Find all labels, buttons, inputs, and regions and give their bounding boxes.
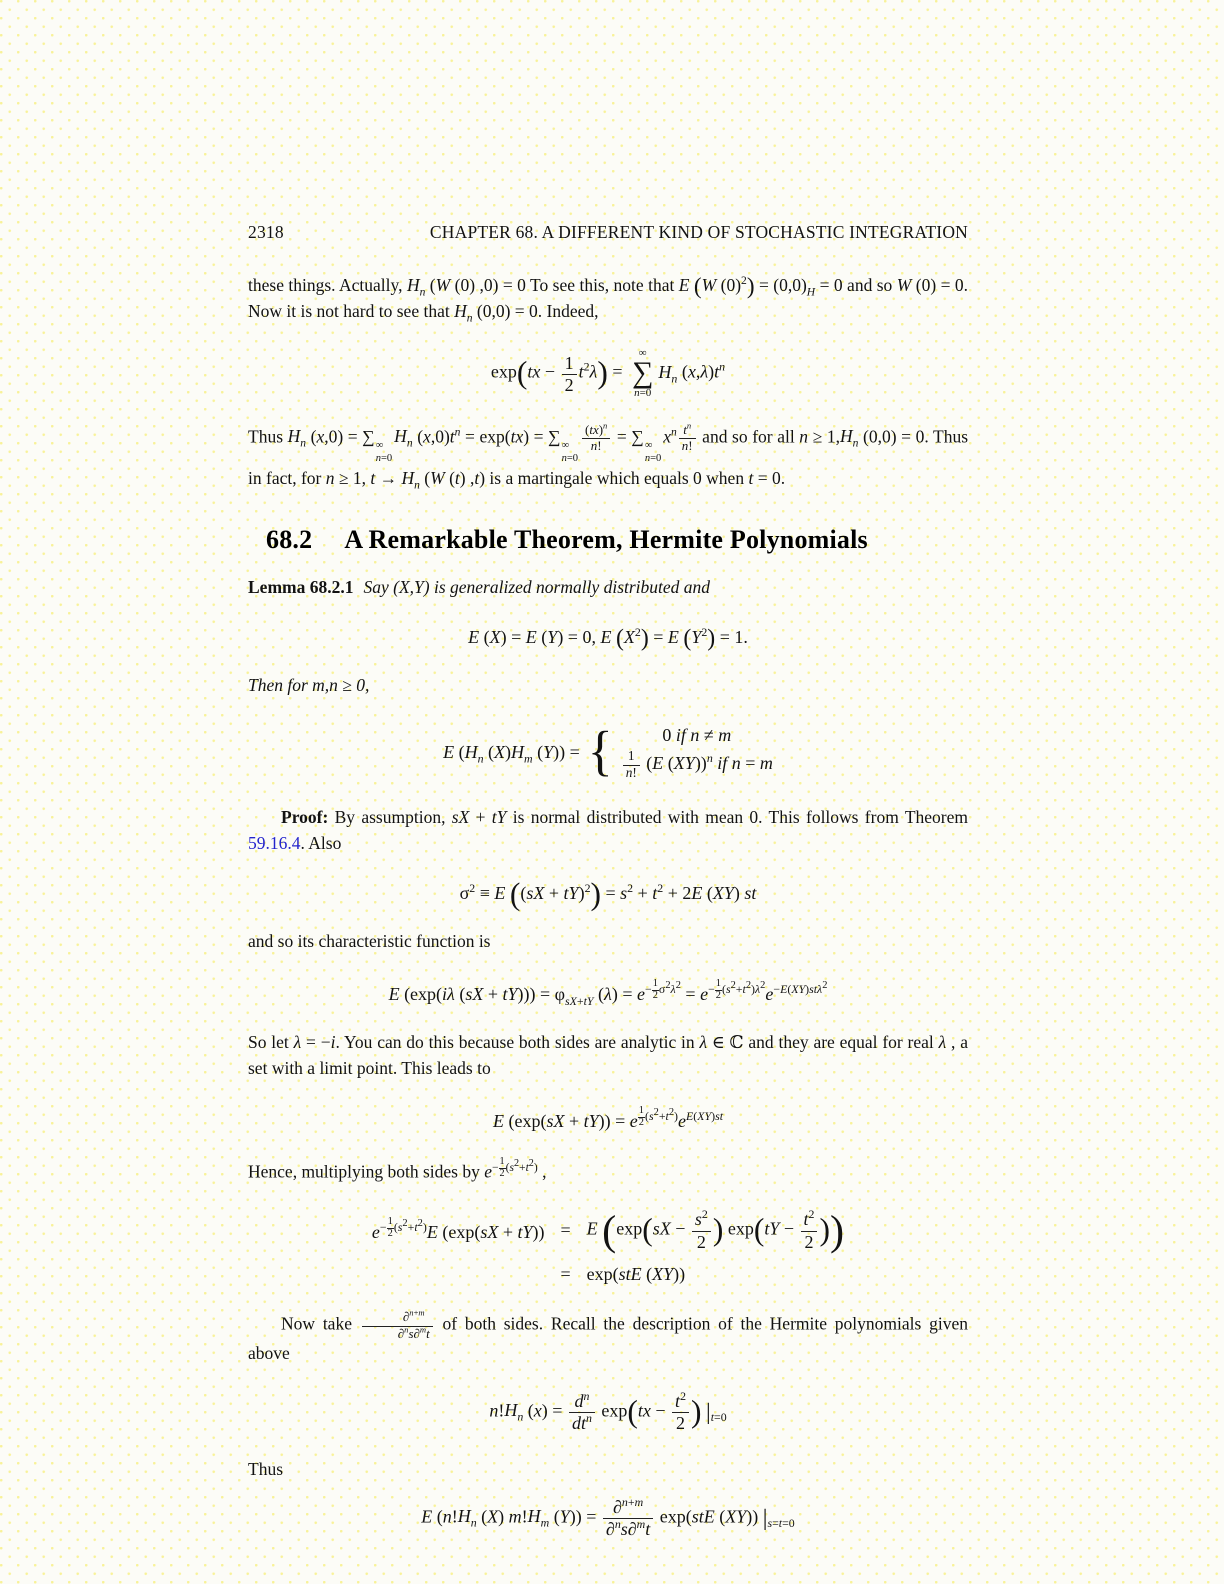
equation-aligned-pair — [248, 1209, 968, 1286]
text-column — [248, 222, 968, 1563]
aligned-line2-right: exp(stE (XY)) — [586, 1263, 686, 1284]
cases-rows — [621, 723, 773, 781]
equation-leads-to: E (exp(sX + tY)) = e $^{\frac{1}{2} (s^2+t^2)}e^{E(XY)st}$ — [492, 1104, 723, 1131]
cases-brace: { — [587, 721, 613, 782]
proof-paragraph — [248, 805, 968, 856]
page-header — [248, 222, 968, 243]
lemma-statement — [248, 575, 968, 601]
section-title: A Remarkable Theorem, Hermite Polynomials — [344, 525, 868, 555]
equation-characteristic-function: E (exp(iλ $(sX + tY))) = \varphi_{sX+tY}$ $(\lambda) = e^{- \frac{1}{2} \sigma^2\lambda^2} = e^{- \frac{1}{2} (s^2+t^2)\lambda^2}e^{-E(XY)st\lambda^2}$ — [388, 977, 828, 1008]
so-let-paragraph: So let λ = −i. You can do this because both sides are analytic in λ ∈ ℂ and they are equal for real λ , a set with a limit point. This leads to — [248, 1032, 968, 1078]
now-take-paragraph: Now take $\frac{\partial^{n+m}}{\partial^ns\partial^mt}$ of both sides. Recall the description of the Hermite polynomials given above — [248, 1307, 968, 1364]
section-heading — [248, 525, 968, 555]
section-number: 68.2 — [266, 525, 313, 555]
proof-text-before-link: By assumption, sX + tY is normal distributed with mean 0. This follows from Theorem — [328, 807, 968, 828]
aligned-line1-right: E (exp(sX − $\frac{s^2}{2}$ ) exp(tY − $\frac{t^2}{2}$ )) — [586, 1207, 845, 1255]
equation-generating-function: exp(tx − $\frac{1}{2}$ $t^2\lambda$) = ∞ ∑ n=0 $H_n$ $(x,\lambda)t^n$ — [490, 347, 726, 399]
cases-row-2: $\frac{1}{n!}$ (E (XY))$^n$ if n = m — [621, 749, 773, 781]
aligned-line1-equals: = — [560, 1220, 571, 1241]
proof-label: Proof: — [281, 807, 329, 828]
lemma-text: Say (X,Y) is generalized normally distributed and — [363, 577, 711, 598]
equation-cases — [248, 723, 968, 781]
page-number: 2318 — [248, 222, 284, 242]
then-line: Then for m,n ≥ 0, — [248, 675, 370, 696]
proof-text-after-link: . Also — [300, 832, 342, 853]
thus-martingale-paragraph: Thus $H_n$ (x,0) = ∑ ∞ n=0 $H_n$ $(x,0)t^n = \exp(tx)$ = ∑ ∞ n=0 $\frac{(tx)^n}{n!}$ = ∑ ∞ n=0 $x^n$ $\frac{t^n}{n!}$ and so for all $n \ge 1,H_n$ (0,0) = 0. Thus in fact, for n ≥ 1, $t \to H_n$ (W (t) ,t) is a martingale which equals 0 when t = 0. — [248, 420, 969, 492]
equation-moments: E (X) = E (Y) = 0, E $(X^2) = E$ $(Y^2) = 1$. — [468, 625, 748, 652]
theorem-link[interactable]: 59.16.4 — [248, 832, 301, 853]
intro-paragraph: these things. Actually, $H_n$ (W (0) ,0) = 0 To see this, note that E (W $(0)^2) = (0,0)_H = 0$ and so W (0) = 0. Now it is not hard to see that $H_n$ (0,0) = 0. Indeed, — [248, 272, 969, 325]
cases-lhs: E ($H_n$ $(X)H_m$ (Y)) = — [443, 742, 580, 766]
thus-line: Thus — [248, 1459, 283, 1480]
equation-hermite-definition: $n!H_n$ (x) = $d^n$ $dt^n$ exp(tx − $\frac{t^2}{2}$ ) $|_{t=0}$ — [489, 1388, 727, 1433]
characteristic-function-line: and so its characteristic function is — [248, 930, 491, 951]
cases-row-1: 0 if n ≠ m — [662, 725, 732, 746]
equation-final: E ($n!H_n$ (X) $m!H_m$ (Y)) = $\frac{\partial^{n+m}}{\partial^ns\partial^mt}$ exp(stE (XY)) $|_{s=t=0}$ — [421, 1494, 795, 1539]
chapter-title: CHAPTER 68. A DIFFERENT KIND OF STOCHASTIC INTEGRATION — [429, 222, 968, 242]
aligned-line2-equals: = — [560, 1263, 571, 1284]
aligned-line1-left: $e^{- \frac{1}{2} (s^2+t^2)}E$ (exp(sX + tY)) — [371, 1215, 545, 1243]
lemma-label: Lemma 68.2.1 — [248, 577, 354, 598]
equation-variance: $\sigma^2 \equiv E$ $((sX + tY)^2) = s^2 + t^2 + 2E$ (XY) st — [459, 876, 757, 912]
hence-paragraph: Hence, multiplying both sides by $e^{- \frac{1}{2} (s^2+t^2)}$ , — [248, 1156, 547, 1182]
